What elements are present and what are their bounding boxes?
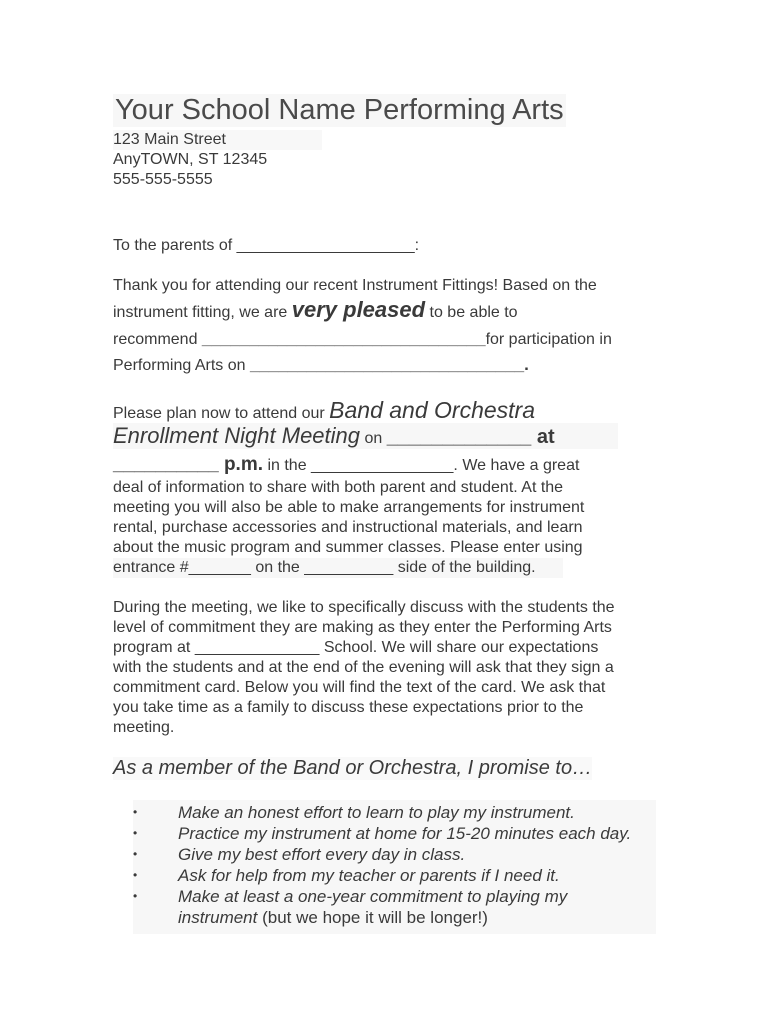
p2-rest-line: deal of information to share with both parent and student. At the: [113, 479, 564, 496]
bullet-icon: •: [133, 847, 138, 861]
promise-text: Give my best effort every day in class.: [178, 845, 466, 864]
p1-line1: Thank you for attending our recent Instrument Fittings! Based on the: [113, 277, 597, 294]
promise-cont-plain: (but we hope it will be longer!): [257, 908, 488, 927]
p1-line2-post: to be able to: [425, 304, 518, 321]
p3-line: commitment card. Below you will find the text of the card. We ask that: [113, 679, 606, 696]
p2-rest-line: entrance #_______ on the __________ side of the building.: [113, 558, 563, 578]
p2-line2: [113, 423, 618, 449]
p3-line: program at ______________ School. We will share our expectations: [113, 639, 599, 656]
promise-text: Make an honest effort to learn to play my instrument.: [178, 803, 575, 822]
p1-line2-pre: instrument fitting, we are: [113, 304, 292, 321]
promise-item: [133, 844, 656, 865]
p1-line2: [113, 297, 518, 323]
promise-item-continuation: [133, 907, 656, 928]
event-name-part2: Enrollment Night Meeting: [113, 423, 361, 448]
promise-text: Make at least a one-year commitment to playing my: [178, 887, 568, 906]
p2-line1: [113, 397, 535, 424]
p2-rest-line: rental, purchase accessories and instructional materials, and learn: [113, 519, 583, 536]
promise-text: Practice my instrument at home for 15-20 minutes each day.: [178, 824, 632, 843]
date-blank: _____________ at: [386, 426, 555, 448]
p1-line3: [113, 329, 612, 349]
p2-rest-line: about the music program and summer classes. Please enter using: [113, 539, 583, 556]
p2-rest-line: meeting you will also be able to make arrangements for instrument: [113, 499, 585, 516]
p3-line: you take time as a family to discuss these expectations prior to the: [113, 699, 584, 716]
bullet-icon: •: [133, 805, 138, 819]
salutation: To the parents of ____________________:: [113, 237, 420, 254]
promise-item: [133, 865, 656, 886]
bullet-icon: •: [133, 889, 138, 903]
promise-text: Ask for help from my teacher or parents if I need it.: [178, 866, 560, 885]
p1-line4-pre: Performing Arts on: [113, 357, 250, 374]
time-blank: __________ p.m.: [113, 454, 264, 475]
bullet-icon: •: [133, 868, 138, 882]
bullet-icon: •: [133, 826, 138, 840]
instrument-blank: _____________________________.: [249, 355, 529, 374]
promise-item: [133, 802, 656, 823]
promise-item: [133, 823, 656, 844]
address-street: 123 Main Street: [113, 130, 322, 150]
p3-body: [113, 598, 653, 738]
p2-line1-pre: Please plan now to attend our: [113, 405, 330, 422]
student-name-blank: ______________________________: [201, 329, 486, 348]
p3-line: During the meeting, we like to specifically discuss with the students the: [113, 599, 615, 616]
letter-title: Your School Name Performing Arts: [115, 94, 564, 126]
p1-line4: [113, 355, 529, 375]
promise-cont-italic: instrument: [178, 908, 258, 927]
p3-line: meeting.: [113, 719, 175, 736]
emphasis-very-pleased: very pleased: [291, 297, 426, 322]
p2-line3: [113, 454, 579, 476]
promise-heading: As a member of the Band or Orchestra, I promise to…: [113, 757, 593, 779]
p2-line2-on: on: [360, 430, 387, 447]
promise-list: [133, 800, 656, 934]
p2-line3-post: in the ________________. We have a great: [263, 457, 580, 474]
p1-line3-post: for participation in: [485, 331, 612, 348]
p2-body: [113, 478, 653, 578]
p3-line: level of commitment they are making as they enter the Performing Arts: [113, 619, 612, 636]
event-name-part1: Band and Orchestra: [329, 397, 535, 423]
p3-line: with the students and at the end of the evening will ask that they sign a: [113, 659, 614, 676]
promise-item: [133, 886, 656, 907]
p1-line3-pre: recommend: [113, 331, 202, 348]
address-phone: 555-555-5555: [113, 171, 213, 188]
address-city: AnyTOWN, ST 12345: [113, 151, 268, 168]
address-block: [113, 130, 322, 190]
